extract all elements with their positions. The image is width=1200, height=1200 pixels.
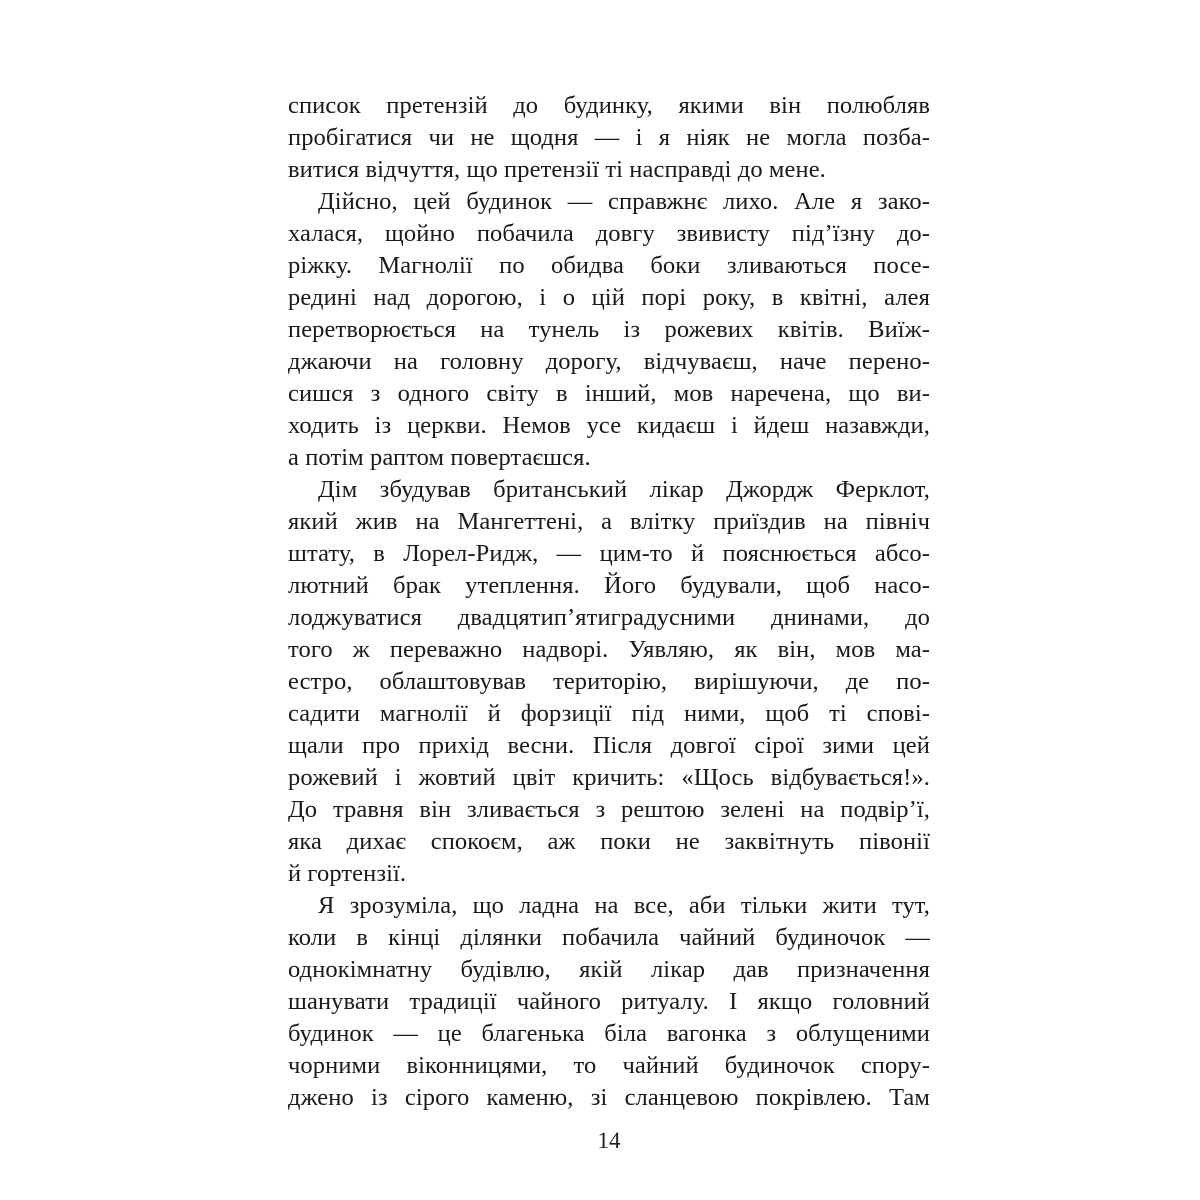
text-line: коли в кінці ділянки побачила чайний будиночок — [288, 924, 930, 951]
text-line: щали про прихід весни. Після довгої сірої зими цей [288, 732, 930, 759]
text-line: а потім раптом повертаєшся. [288, 444, 591, 471]
text-line: витися відчуття, що претензії ті насправді до мене. [288, 156, 826, 183]
text-line: лютний брак утеплення. Його будували, щоб насо- [288, 572, 930, 599]
text-line: який жив на Мангеттені, а влітку приїздив на північ [288, 508, 930, 535]
text-line: яка дихає спокоєм, аж поки не заквітнуть півонії [288, 828, 930, 855]
text-line: Я зрозуміла, що ладна на все, аби тільки жити тут, [318, 892, 930, 919]
text-line: список претензій до будинку, якими він полюбляв [288, 92, 930, 119]
text-line: редині над дорогою, і о цій порі року, в квітні, алея [288, 284, 930, 311]
text-block [288, 90, 930, 1114]
text-line: шанувати традиції чайного ритуалу. І якщо головний [288, 988, 930, 1015]
text-line: До травня він зливається з рештою зелені на подвір’ї, [288, 796, 930, 823]
text-line: Дім збудував британський лікар Джордж Ферклот, [318, 476, 930, 503]
text-line: штату, в Лорел-Ридж, — цим-то й пояснюється абсо- [288, 540, 930, 567]
text-line: Дійсно, цей будинок — справжнє лихо. Але я зако- [318, 188, 930, 215]
text-line: джено із сірого каменю, зі сланцевою покрівлею. Там [288, 1084, 930, 1111]
text-line: ходить із церкви. Немов усе кидаєш і йдеш назавжди, [288, 412, 930, 439]
text-line: однокімнатну будівлю, якій лікар дав призначення [288, 956, 930, 983]
text-line: й гортензії. [288, 860, 407, 887]
paragraph [288, 90, 930, 186]
text-line: халася, щойно побачила довгу звивисту під’їзну до- [288, 220, 930, 247]
text-line: чорними віконницями, то чайний будиночок спору- [288, 1052, 930, 1079]
text-line: будинок — це благенька біла вагонка з облущеними [288, 1020, 930, 1047]
page-number: 14 [597, 1128, 621, 1153]
text-line: перетворюється на тунель із рожевих квітів. Виїж- [288, 316, 930, 343]
paragraph [288, 890, 930, 1114]
paragraph [288, 186, 930, 474]
text-line: естро, облаштовував територію, вирішуючи, де по- [288, 668, 930, 695]
text-line: джаючи на головну дорогу, відчуваєш, наче перено- [288, 348, 930, 375]
text-line: пробігатися чи не щодня — і я ніяк не могла позба- [288, 124, 930, 151]
text-line: садити магнолії й форзиції під ними, щоб ті спові- [288, 700, 930, 727]
text-line: того ж переважно надворі. Уявляю, як він, мов ма- [288, 636, 930, 663]
paragraph [288, 474, 930, 890]
text-line: ріжку. Магнолії по обидва боки зливаються посе- [288, 252, 930, 279]
text-line: сишся з одного світу в інший, мов наречена, що ви- [288, 380, 930, 407]
text-line: рожевий і жовтий цвіт кричить: «Щось відбувається!». [288, 764, 930, 791]
text-line: лоджуватися двадцятип’ятиградусними днинами, до [288, 604, 930, 631]
